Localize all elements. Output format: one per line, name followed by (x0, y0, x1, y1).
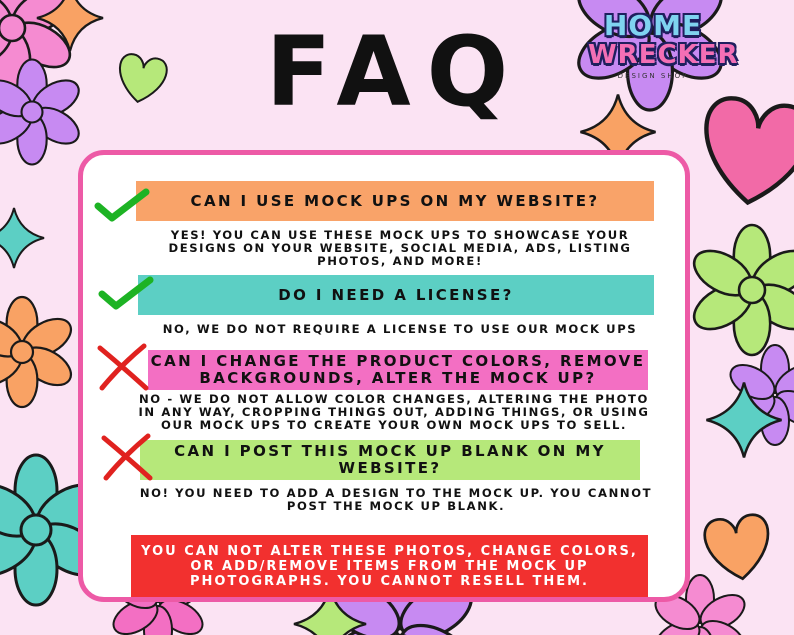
check-icon (94, 188, 150, 224)
faq-question-4: CAN I POST THIS MOCK UP BLANK ON MY WEBSITE? (140, 440, 640, 480)
logo-line-home: HOME (603, 9, 703, 42)
logo-tagline: DESIGN SHOP (617, 72, 689, 80)
x-icon (98, 432, 156, 482)
faq-answer-3: NO - WE DO NOT ALLOW COLOR CHANGES, ALTERING THE PHOTO IN ANY WAY, CROPPING THINGS OUT, ADDING THINGS, OR USING OUR MOCK UPS TO CREATE YOUR OWN MOCK UPS TO SELL. (138, 392, 650, 432)
check-icon (98, 276, 154, 312)
page-title: FAQ (265, 16, 525, 128)
logo-line-wrecker: WRECKER (588, 40, 739, 70)
faq-question-1: CAN I USE MOCK UPS ON MY WEBSITE? (136, 181, 654, 221)
faq-question-2: DO I NEED A LICENSE? (138, 275, 654, 315)
warning-banner: YOU CAN NOT ALTER THESE PHOTOS, CHANGE COLORS, OR ADD/REMOVE ITEMS FROM THE MOCK UP PHOTOGRAPHS. YOU CANNOT RESELL THEM. (131, 535, 648, 597)
x-icon (94, 342, 152, 392)
faq-answer-1: YES! YOU CAN USE THESE MOCK UPS TO SHOWCASE YOUR DESIGNS ON YOUR WEBSITE, SOCIAL MEDIA, ADS, LISTING PHOTOS, AND MORE! (168, 228, 632, 268)
brand-logo (588, 8, 739, 94)
faq-answer-2: NO, WE DO NOT REQUIRE A LICENSE TO USE OUR MOCK UPS (162, 322, 638, 336)
faq-answer-4: NO! YOU NEED TO ADD A DESIGN TO THE MOCK UP. YOU CANNOT POST THE MOCK UP BLANK. (139, 486, 653, 513)
faq-question-3: CAN I CHANGE THE PRODUCT COLORS, REMOVE BACKGROUNDS, ALTER THE MOCK UP? (148, 350, 648, 390)
